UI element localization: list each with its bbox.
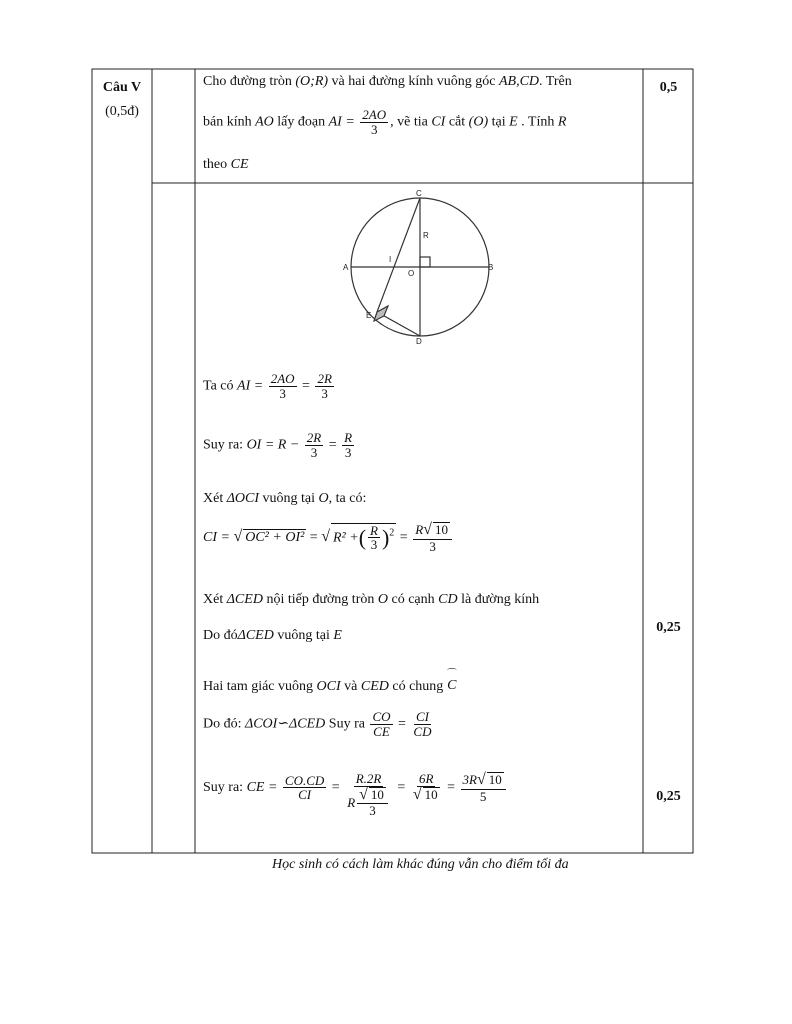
solution-line-6: Do đóΔCED vuông tại E bbox=[203, 628, 342, 643]
solution-line-4: CI = √ OC² + OI² = √ R² +( $\frac{R}{3}$ )$^2$ = $\frac{R√ 10}{3}$ bbox=[203, 522, 454, 553]
fraction: $\frac{3R√ 10}{5}$ bbox=[461, 772, 506, 803]
fraction: $\frac{R√ 10}{3}$ bbox=[413, 522, 452, 553]
fraction: $\frac{2R}{3}$ bbox=[306, 430, 322, 460]
score-problem: 0,5 bbox=[659, 80, 678, 95]
problem-line-2: bán kính AO lấy đoạn AI = $\frac{2AO}{3}$ , vẽ tia CI cắt (O) tại E . Tính R bbox=[203, 107, 567, 137]
math: (O;R) bbox=[295, 74, 329, 89]
sqrt: OC² + OI² bbox=[245, 529, 305, 545]
solution-line-9: Suy ra: CE = $\frac{CO.CD}{CI}$ = R.2R R $\frac{√ 10}{3}$ = $\frac{6R}{√ 10}$ = $\frac{3R√ 10}{5}$ bbox=[203, 772, 508, 818]
solution-line-5: Xét ΔCED nội tiếp đường tròn O có cạnh CD là đường kính bbox=[203, 592, 540, 607]
solution-line-2: Suy ra: OI = R − $\frac{2R}{3}$ = $\frac{R}{3}$ bbox=[203, 430, 353, 460]
circle-figure bbox=[340, 188, 500, 346]
solution-line-8: Do đó: ΔCOI∽ΔCED Suy ra $\frac{CO}{CE}$ = $\frac{CI}{CD}$ bbox=[203, 709, 432, 739]
label-i: I bbox=[389, 255, 392, 264]
problem-line-1: Cho đường tròn (O;R) và hai đường kính vuông góc AB,CD. Trên bbox=[203, 74, 572, 89]
label-b: B bbox=[488, 263, 494, 272]
fraction: $\frac{CO.CD}{CI}$ bbox=[284, 772, 325, 803]
angle-c: ⌒ C bbox=[446, 669, 457, 693]
fraction: $\frac{CO}{CE}$ bbox=[372, 709, 391, 739]
footer-note: Học sinh có cách làm khác đúng vẫn cho điểm tối đa bbox=[272, 857, 569, 872]
fraction: $\frac{R}{3}$ bbox=[370, 522, 378, 553]
label-o: O bbox=[408, 269, 415, 278]
fraction: $\frac{6R}{√ 10}$ bbox=[412, 771, 438, 803]
question-points: (0,5đ) bbox=[105, 104, 139, 119]
fraction: $\frac{CI}{CD}$ bbox=[413, 709, 432, 739]
ray-ci bbox=[377, 198, 420, 312]
math: AB,CD bbox=[498, 74, 540, 89]
right-angle-o bbox=[420, 257, 430, 267]
fraction: $\frac{R}{3}$ bbox=[344, 430, 353, 460]
label-e: E bbox=[366, 311, 372, 320]
fraction: $\frac{2AO}{3}$ bbox=[270, 371, 295, 401]
solution-line-1: Ta có AI = $\frac{2AO}{3}$ = $\frac{2R}{3}$ bbox=[203, 371, 332, 401]
solution-line-7: Hai tam giác vuông OCI và CED có chung ⌒ C bbox=[203, 669, 457, 694]
score-step1: 0,25 bbox=[656, 620, 681, 635]
sqrt: R² +( $\frac{R}{3}$ )$^2$ bbox=[332, 522, 395, 553]
right-angle-e bbox=[374, 306, 388, 321]
problem-line-3: theo CE bbox=[203, 157, 249, 172]
question-label: Câu V bbox=[102, 80, 142, 95]
fraction: $\frac{2AO}{3}$ bbox=[362, 107, 387, 137]
solution-line-3: Xét ΔOCI vuông tại O, ta có: bbox=[203, 491, 367, 506]
fraction: R.2R R $\frac{√ 10}{3}$ bbox=[345, 772, 392, 818]
score-step2: 0,25 bbox=[656, 789, 681, 804]
label-a: A bbox=[343, 263, 349, 272]
label-c: C bbox=[416, 189, 422, 198]
fraction: $\frac{2R}{3}$ bbox=[317, 371, 332, 401]
label-d: D bbox=[416, 337, 422, 346]
label-r: R bbox=[423, 231, 429, 240]
